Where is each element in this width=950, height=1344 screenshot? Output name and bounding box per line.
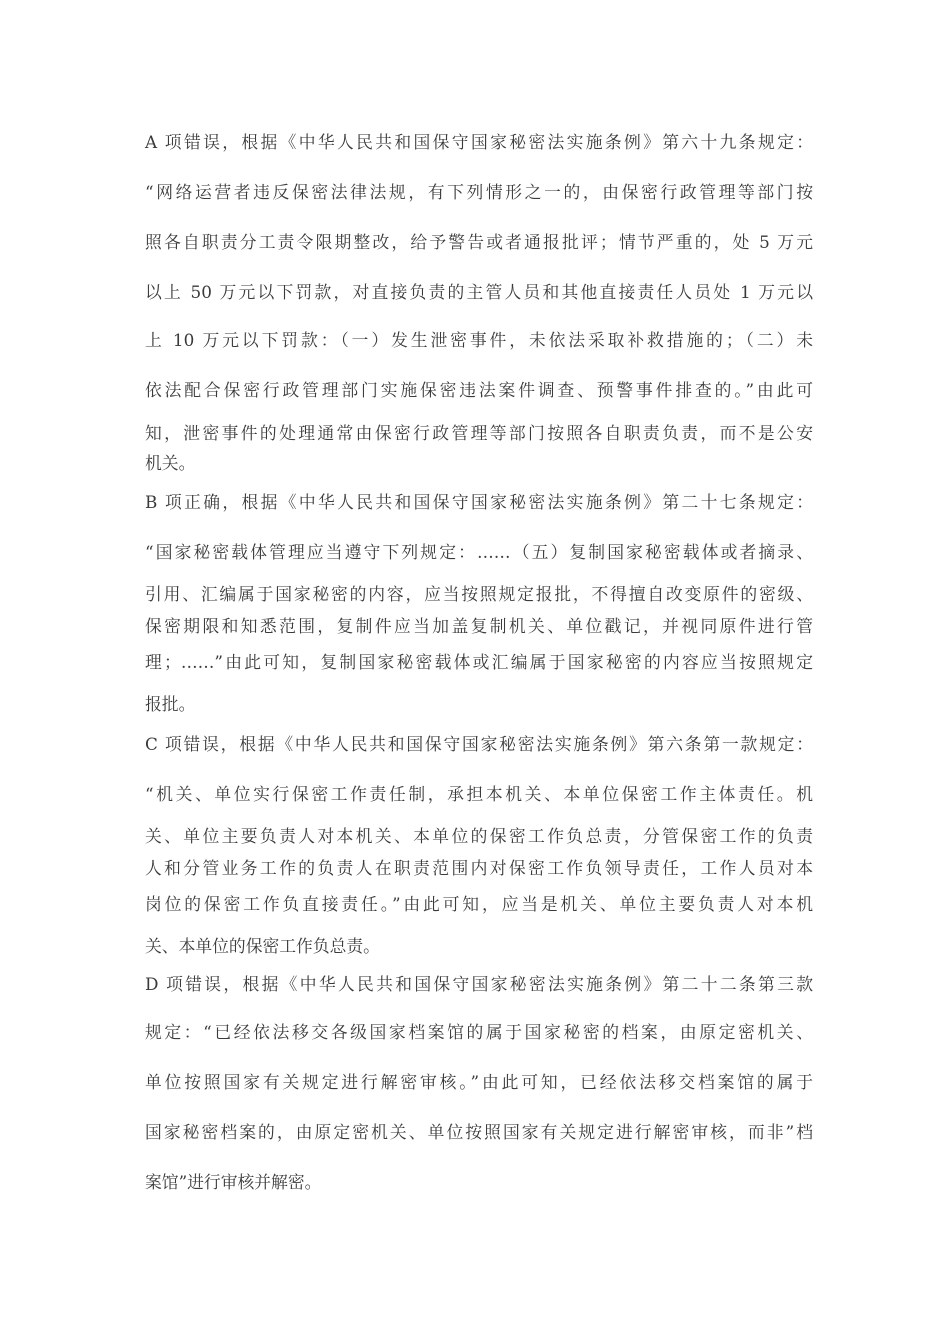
- text-line: 关、本单位的保密工作负总责。: [145, 936, 380, 956]
- text-line: “网络运营者违反保密法律法规，有下列情形之一的，由保密行政管理等部门按: [145, 182, 813, 202]
- text-line: B 项正确，根据《中华人民共和国保守国家秘密法实施条例》第二十七条规定：: [145, 492, 813, 512]
- text-line: 照各自职责分工责令限期整改，给予警告或者通报批评；情节严重的，处 5 万元: [145, 232, 813, 252]
- text-line: 依法配合保密行政管理部门实施保密违法案件调查、预警事件排查的。”由此可: [145, 380, 813, 400]
- text-line: 报批。: [145, 694, 196, 714]
- text-line: C 项错误，根据《中华人民共和国保守国家秘密法实施条例》第六条第一款规定：: [145, 734, 813, 754]
- text-line: D 项错误，根据《中华人民共和国保守国家秘密法实施条例》第二十二条第三款: [145, 974, 813, 994]
- text-line: 以上 50 万元以下罚款，对直接负责的主管人员和其他直接责任人员处 1 万元以: [145, 282, 813, 302]
- text-line: 岗位的保密工作负直接责任。”由此可知，应当是机关、单位主要负责人对本机: [145, 894, 813, 914]
- text-line: A 项错误，根据《中华人民共和国保守国家秘密法实施条例》第六十九条规定：: [145, 132, 813, 152]
- text-line: 案馆”进行审核并解密。: [145, 1172, 322, 1192]
- text-line: 规定：“已经依法移交各级国家档案馆的属于国家秘密的档案，由原定密机关、: [145, 1022, 813, 1042]
- text-line: 保密期限和知悉范围，复制件应当加盖复制机关、单位戳记，并视同原件进行管: [145, 616, 813, 636]
- text-line: 引用、汇编属于国家秘密的内容，应当按照规定报批，不得擅自改变原件的密级、: [145, 584, 813, 604]
- text-line: 知，泄密事件的处理通常由保密行政管理等部门按照各自职责负责，而不是公安: [145, 423, 813, 443]
- text-line: 关、单位主要负责人对本机关、本单位的保密工作负总责，分管保密工作的负责: [145, 826, 813, 846]
- text-line: 单位按照国家有关规定进行解密审核。”由此可知，已经依法移交档案馆的属于: [145, 1072, 813, 1092]
- text-line: “机关、单位实行保密工作责任制，承担本机关、本单位保密工作主体责任。机: [145, 784, 813, 804]
- text-line: 机关。: [145, 453, 196, 473]
- text-line: 理；……”由此可知，复制国家秘密载体或汇编属于国家秘密的内容应当按照规定: [145, 652, 813, 672]
- text-line: 人和分管业务工作的负责人在职责范围内对保密工作负领导责任，工作人员对本: [145, 858, 813, 878]
- text-line: “国家秘密载体管理应当遵守下列规定：……（五）复制国家秘密载体或者摘录、: [145, 542, 813, 562]
- text-line: 国家秘密档案的，由原定密机关、单位按照国家有关规定进行解密审核，而非”档: [145, 1122, 813, 1142]
- text-line: 上 10 万元以下罚款：（一）发生泄密事件，未依法采取补救措施的；（二）未: [145, 330, 813, 350]
